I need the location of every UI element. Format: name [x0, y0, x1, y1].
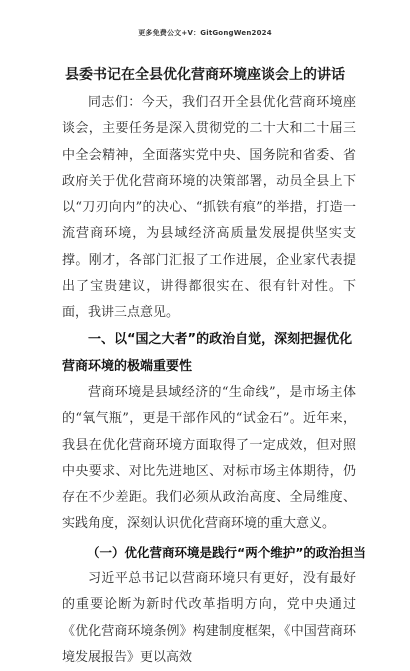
section-heading-1: 一、以“国之大者”的政治自觉，深刻把握优化营商环境的极端重要性: [62, 332, 353, 374]
intro-paragraph: 同志们：今天，我们召开全县优化营商环境座谈会，主要任务是深入贯彻党的二十大和二十届三中全会精神，全面落实党中央、国务院和省委、省政府关于优化营商环境的决策部署，动员全县上下以“刀刃向内”的决心、“抓铁有痕”的举措，打造一流营商环境，为县域经济高质量发展提供坚实支撑。刚才，各部门汇报了工作进展，企业家代表提出了宝贵建议，讲得都很实在、很有针对性。下面，我讲三点意见。: [62, 95, 356, 321]
header-note: 更多免费公文+V：GitGongWen2024: [138, 29, 272, 37]
document-title: 县委书记在全县优化营商环境座谈会上的讲话: [65, 67, 345, 83]
section-1-paragraph: 营商环境是县域经济的“生命线”，是市场主体的“氧气瓶”，更是干部作风的“试金石”。近年来，我县在优化营商环境方面取得了一定成效，但对照中央要求、对比先进地区、对标市场主体期待，仍存在不少差距。我们必须从政治高度、全局维度、实践角度，深刻认识优化营商环境的重大意义。: [62, 385, 356, 532]
subsection-1-paragraph: 习近平总书记以营商环境只有更好，没有最好的重要论断为新时代改革指明方向，党中央通过《优化营商环境条例》构建制度框架，《中国营商环境发展报告》更以高效: [62, 571, 356, 665]
subsection-heading-1: （一）优化营商环境是践行“两个维护”的政治担当: [87, 545, 366, 560]
